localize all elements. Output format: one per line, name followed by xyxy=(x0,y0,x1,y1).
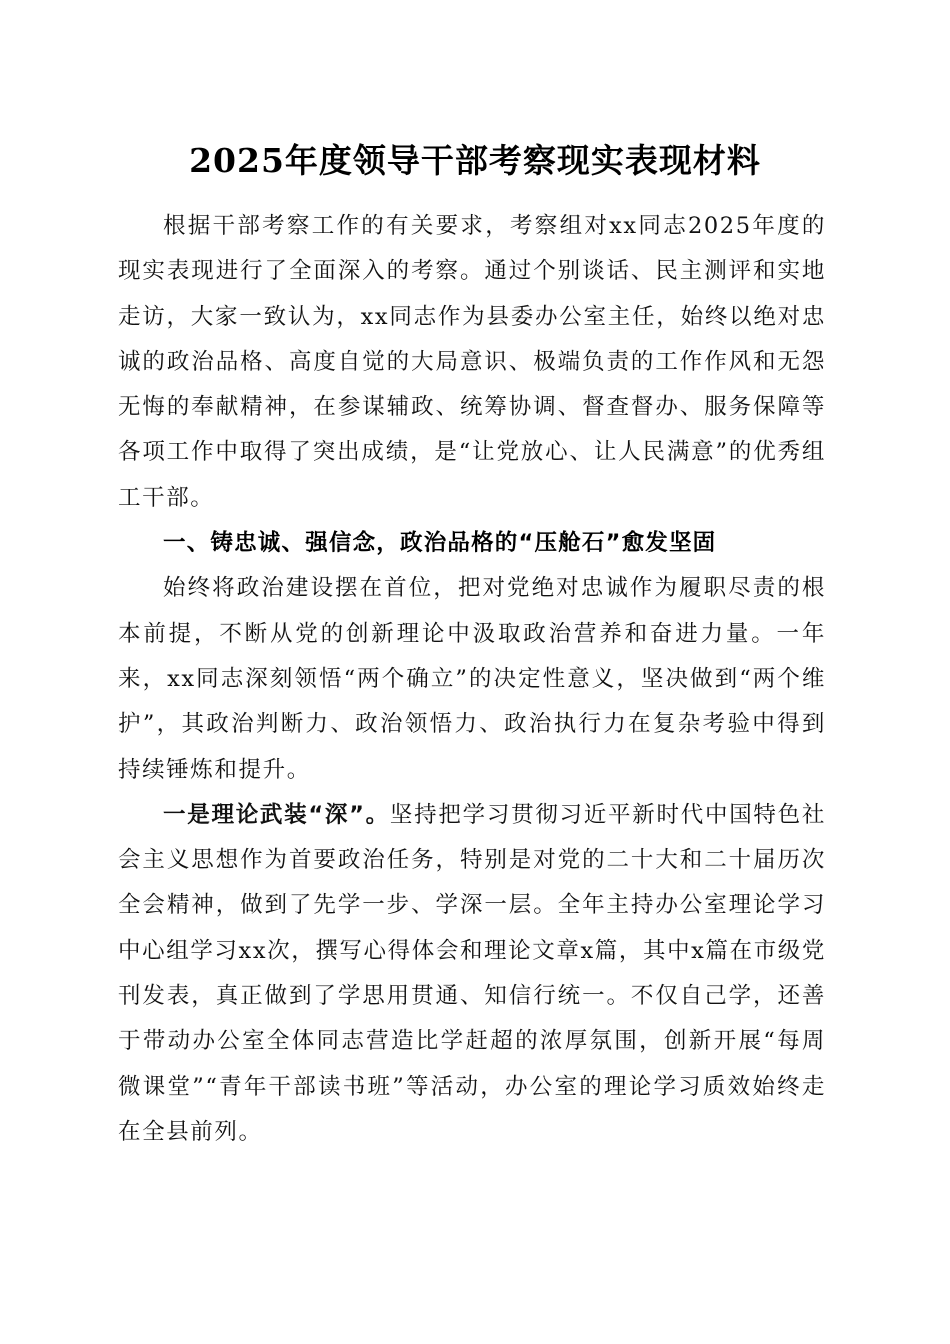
point-1-lead: 一是理论武装“深”。 xyxy=(163,801,390,828)
point-1-text: 坚持把学习贯彻习近平新时代中国特色社会主义思想作为首要政治任务，特别是对党的二十大和二十届历次全会精神，做到了先学一步、学深一层。全年主持办公室理论学习中心组学习xx次，撰写心得体会和理论文章x篇，其中x篇在市级党刊发表，真正做到了学思用贯通、知信行统一。不仅自己学，还善于带动办公室全体同志营造比学赶超的浓厚氛围，创新开展“每周微课堂”“青年干部读书班”等活动，办公室的理论学习质效始终走在全县前列。 xyxy=(118,801,826,1145)
document-body xyxy=(118,204,826,1155)
intro-paragraph: 根据干部考察工作的有关要求，考察组对xx同志2025年度的现实表现进行了全面深入的考察。通过个别谈话、民主测评和实地走访，大家一致认为，xx同志作为县委办公室主任，始终以绝对忠诚的政治品格、高度自觉的大局意识、极端负责的工作作风和无怨无悔的奉献精神，在参谋辅政、统筹协调、督查督办、服务保障等各项工作中取得了突出成绩，是“让党放心、让人民满意”的优秀组工干部。 xyxy=(118,213,826,511)
section-heading-1: 一、铸忠诚、强信念，政治品格的“压舱石”愈发坚固 xyxy=(163,530,717,557)
section-1-paragraph: 始终将政治建设摆在首位，把对党绝对忠诚作为履职尽责的根本前提，不断从党的创新理论中汲取政治营养和奋进力量。一年来，xx同志深刻领悟“两个确立”的决定性意义，坚决做到“两个维护”，其政治判断力、政治领悟力、政治执行力在复杂考验中得到持续锤炼和提升。 xyxy=(118,575,826,783)
point-1-paragraph xyxy=(118,793,826,1155)
document-title: 2025年度领导干部考察现实表现材料 xyxy=(189,141,761,180)
